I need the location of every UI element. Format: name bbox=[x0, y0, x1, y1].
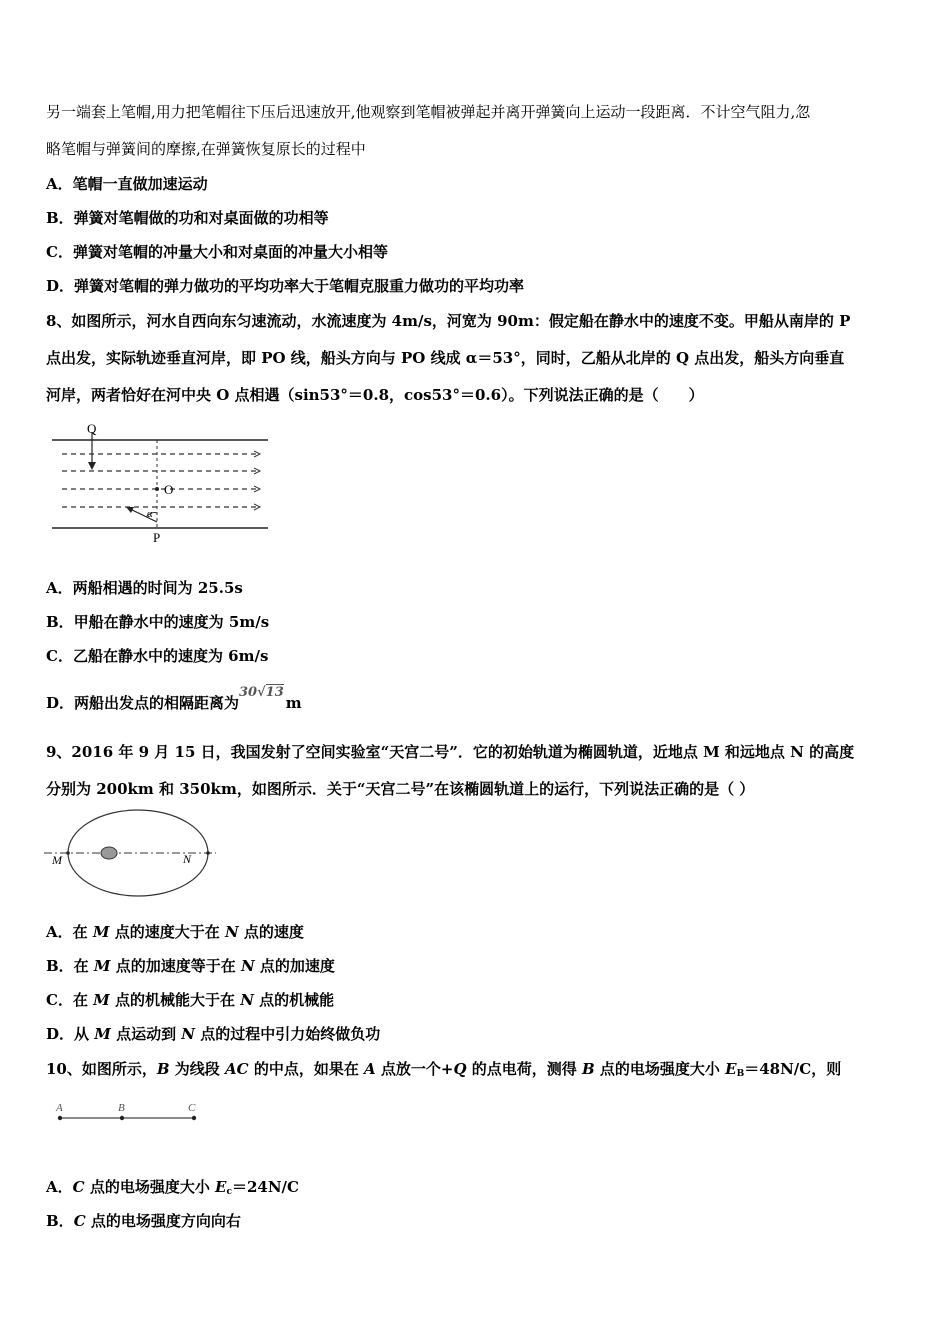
q10-var-ac: AC bbox=[225, 1060, 249, 1078]
point-c bbox=[192, 1116, 196, 1120]
q9-a-var2: N bbox=[224, 923, 239, 941]
q10-var-b2: B bbox=[582, 1060, 595, 1078]
q10-t2: 为线段 bbox=[169, 1060, 226, 1078]
segment-ac-diagram bbox=[52, 1098, 202, 1128]
q10-stem bbox=[46, 1059, 841, 1084]
intro-line-1: 另一端套上笔帽,用力把笔帽往下压后迅速放开,他观察到笔帽被弹起并离开弹簧向上运动一段距离．不计空气阻力,忽 bbox=[46, 103, 811, 121]
q10-t5: 的点电荷，测得 bbox=[466, 1060, 583, 1078]
q8-option-c[interactable]: C．乙船在静水中的速度为 6m/s bbox=[46, 647, 269, 665]
q9-stem-line-2: 分别为 200km 和 350km，如图所示．关于“天宫二号”在该椭圆轨道上的运行，下列说法正确的是（ ） bbox=[46, 780, 755, 798]
q9-c-prefix: C．在 bbox=[46, 991, 94, 1009]
q9-c-suffix: 点的机械能 bbox=[253, 991, 335, 1009]
orbit-diagram bbox=[40, 806, 220, 902]
q10-t1: 10、如图所示， bbox=[46, 1060, 157, 1078]
q9-b-prefix: B．在 bbox=[46, 957, 94, 975]
q9-a-mid: 点的速度大于在 bbox=[109, 923, 225, 941]
earth bbox=[101, 847, 117, 859]
q9-stem-line-1: 9、2016 年 9 月 15 日，我国发射了空间实验室“天宫二号”．它的初始轨道为椭圆轨道，近地点 M 和远地点 N 的高度 bbox=[46, 743, 855, 761]
q9-d-suffix: 点的过程中引力始终做负功 bbox=[195, 1025, 381, 1043]
point-o bbox=[155, 487, 159, 491]
q10-a-var-e-sub: c bbox=[226, 1187, 232, 1197]
q7-option-c[interactable]: C．弹簧对笔帽的冲量大小和对桌面的冲量大小相等 bbox=[46, 243, 388, 261]
label-o: O bbox=[164, 482, 174, 497]
q9-b-var2: N bbox=[240, 957, 255, 975]
label-m: M bbox=[52, 853, 62, 867]
q10-a-mid: 点的电场强度大小 bbox=[84, 1178, 216, 1196]
q9-option-a[interactable] bbox=[46, 922, 304, 942]
sqrt-radicand: 13 bbox=[265, 685, 284, 700]
label-p: P bbox=[153, 530, 161, 545]
q10-var-q: Q bbox=[453, 1060, 467, 1078]
q9-c-mid: 点的机械能大于在 bbox=[109, 991, 241, 1009]
q9-option-c[interactable] bbox=[46, 990, 334, 1010]
q10-var-e: E bbox=[725, 1060, 737, 1078]
q9-a-suffix: 点的速度 bbox=[238, 923, 304, 941]
q9-b-var1: M bbox=[93, 957, 111, 975]
q9-b-suffix: 点的加速度 bbox=[254, 957, 335, 975]
q8-option-d-unit: m bbox=[285, 694, 302, 712]
river-diagram bbox=[48, 418, 272, 548]
q10-a-prefix: A． bbox=[46, 1178, 73, 1196]
q10-var-a: A bbox=[364, 1060, 376, 1078]
q8-option-a[interactable]: A．两船相遇的时间为 25.5s bbox=[46, 579, 243, 597]
q9-b-mid: 点的加速度等于在 bbox=[110, 957, 241, 975]
q7-option-d[interactable]: D．弹簧对笔帽的弹力做功的平均功率大于笔帽克服重力做功的平均功率 bbox=[46, 277, 525, 295]
sqrt-expression: 30√13 bbox=[239, 685, 284, 700]
q9-d-prefix: D．从 bbox=[46, 1025, 95, 1043]
q10-var-b: B bbox=[156, 1060, 170, 1078]
q10-option-b[interactable] bbox=[46, 1211, 241, 1231]
label-q: Q bbox=[87, 421, 97, 436]
q10-t3: 的中点，如果在 bbox=[248, 1060, 365, 1078]
q7-option-b[interactable]: B．弹簧对笔帽做的功和对桌面做的功相等 bbox=[46, 209, 329, 227]
q9-c-var1: M bbox=[93, 991, 110, 1009]
q7-option-a[interactable]: A．笔帽一直做加速运动 bbox=[46, 175, 208, 193]
label-c: C bbox=[188, 1102, 196, 1114]
label-alpha: α bbox=[147, 509, 153, 520]
boat-b-arrow bbox=[88, 462, 96, 470]
q10-b-prefix: B． bbox=[46, 1212, 74, 1230]
q8-stem-line-3: 河岸，两者恰好在河中央 O 点相遇（sin53°＝0.8，cos53°＝0.6）。下列说法正确的是（ ） bbox=[46, 386, 704, 404]
q8-stem-line-2: 点出发，实际轨迹垂直河岸，即 PO 线，船头方向与 PO 线成 α＝53°，同时，乙船从北岸的 Q 点出发，船头方向垂直 bbox=[46, 349, 845, 367]
q10-a-var-e: E bbox=[215, 1178, 227, 1196]
label-a: A bbox=[56, 1102, 63, 1114]
q8-option-b[interactable]: B．甲船在静水中的速度为 5m/s bbox=[46, 613, 270, 631]
q10-t7: ＝48N/C，则 bbox=[744, 1060, 842, 1078]
q8-option-d-text: D．两船出发点的相隔距离为 bbox=[46, 694, 240, 712]
q9-d-mid: 点运动到 bbox=[110, 1025, 182, 1043]
intro-line-2: 略笔帽与弹簧间的摩擦,在弹簧恢复原长的过程中 bbox=[46, 140, 366, 158]
q9-option-d[interactable] bbox=[46, 1024, 380, 1044]
label-n: N bbox=[183, 852, 192, 866]
q8-option-d[interactable] bbox=[46, 685, 302, 715]
q10-a-suffix: ＝24N/C bbox=[231, 1178, 299, 1196]
sqrt-coef: 30 bbox=[239, 685, 258, 700]
q9-a-var1: M bbox=[92, 923, 110, 941]
point-a bbox=[58, 1116, 62, 1120]
current-arrow-heads bbox=[254, 451, 260, 510]
q10-var-e-sub: B bbox=[736, 1069, 745, 1079]
point-n bbox=[206, 851, 210, 855]
q10-t6: 点的电场强度大小 bbox=[594, 1060, 726, 1078]
q9-d-var2: N bbox=[181, 1025, 196, 1043]
q10-b-suffix: 点的电场强度方向向右 bbox=[85, 1212, 241, 1230]
label-b: B bbox=[118, 1102, 125, 1114]
q9-a-prefix: A．在 bbox=[46, 923, 93, 941]
q10-option-a[interactable] bbox=[46, 1177, 299, 1202]
q10-b-var-c: C bbox=[73, 1212, 86, 1230]
q10-t4: 点放一个+ bbox=[375, 1060, 454, 1078]
q8-stem-line-1: 8、如图所示，河水自西向东匀速流动，水流速度为 4m/s，河宽为 90m：假定船在静水中的速度不变。甲船从南岸的 P bbox=[46, 312, 851, 330]
q9-d-var1: M bbox=[94, 1025, 111, 1043]
point-m bbox=[66, 851, 70, 855]
q10-a-var-c: C bbox=[72, 1178, 85, 1196]
q9-option-b[interactable] bbox=[46, 956, 335, 976]
q9-c-var2: N bbox=[240, 991, 254, 1009]
point-b bbox=[120, 1116, 124, 1120]
